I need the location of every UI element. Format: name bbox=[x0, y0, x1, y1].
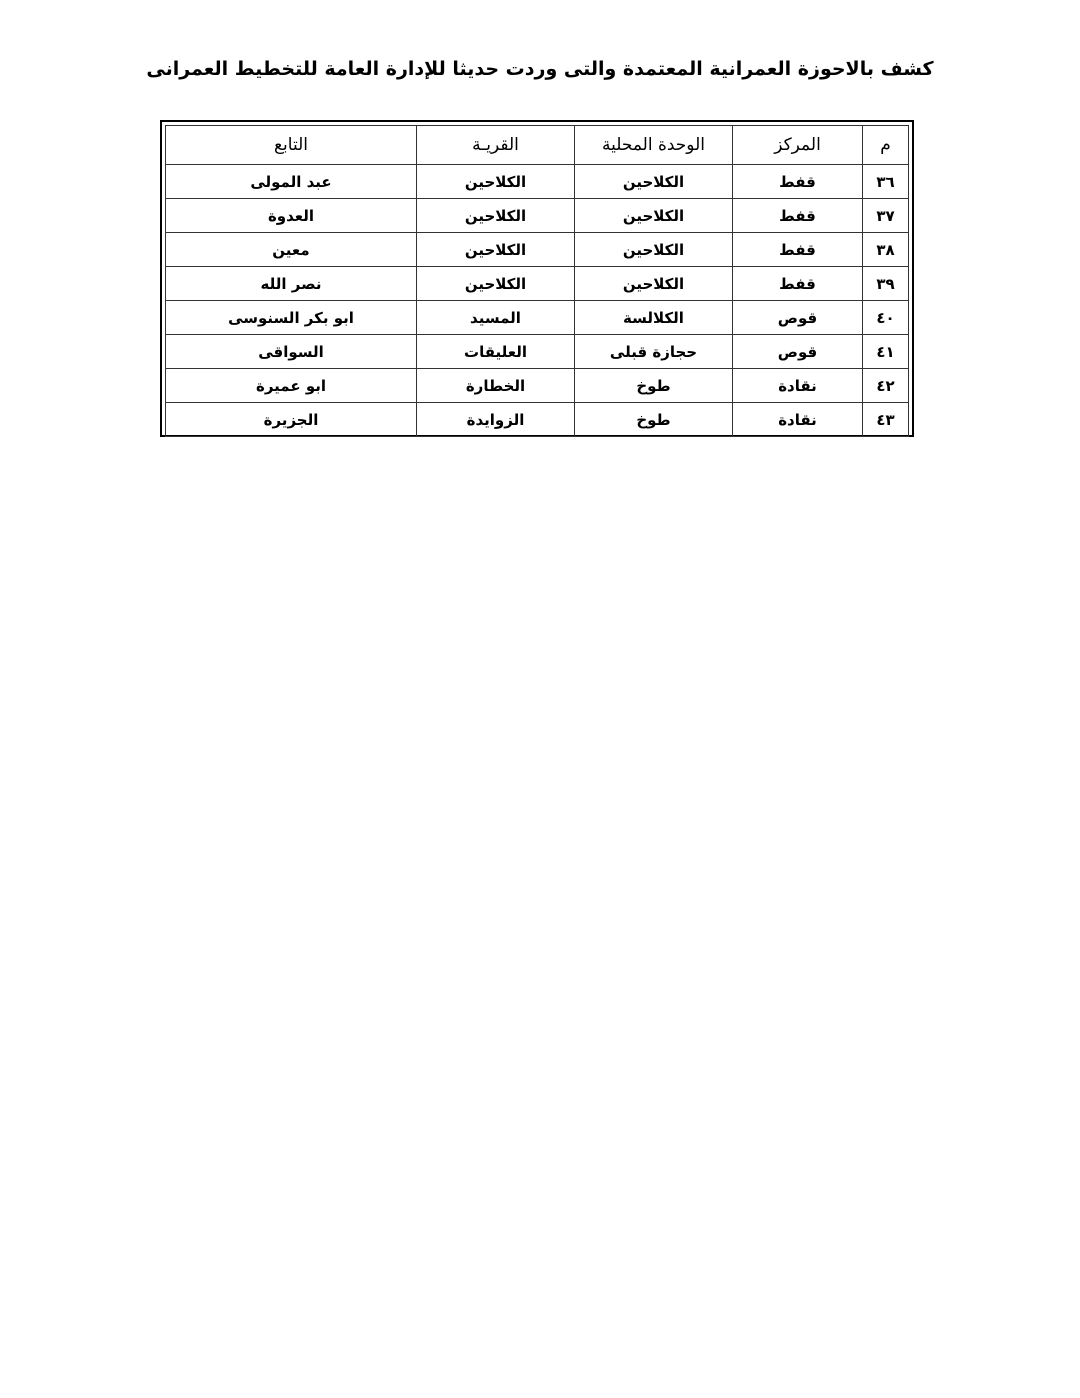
cell-local-unit: الكلاحين bbox=[575, 165, 733, 199]
header-row bbox=[166, 126, 909, 165]
table-row bbox=[166, 301, 909, 335]
cell-village: الكلاحين bbox=[417, 199, 575, 233]
cell-affiliate: السواقى bbox=[166, 335, 417, 369]
cell-center: قفط bbox=[733, 165, 863, 199]
cell-center: نقادة bbox=[733, 403, 863, 437]
cell-local-unit: الكلاحين bbox=[575, 267, 733, 301]
cell-center: قفط bbox=[733, 267, 863, 301]
cell-number: ٣٦ bbox=[863, 165, 909, 199]
table-row bbox=[166, 369, 909, 403]
cell-village: المسيد bbox=[417, 301, 575, 335]
document-title: كشف بالاحوزة العمرانية المعتمدة والتى وردت حديثا للإدارة العامة للتخطيط العمرانى bbox=[146, 58, 934, 80]
cell-number: ٣٨ bbox=[863, 233, 909, 267]
cell-affiliate: نصر الله bbox=[166, 267, 417, 301]
cell-affiliate: ابو بكر السنوسى bbox=[166, 301, 417, 335]
cell-affiliate: عبد المولى bbox=[166, 165, 417, 199]
cell-number: ٤١ bbox=[863, 335, 909, 369]
cell-village: العليقات bbox=[417, 335, 575, 369]
cell-number: ٤٣ bbox=[863, 403, 909, 437]
cell-affiliate: معين bbox=[166, 233, 417, 267]
cell-center: قوص bbox=[733, 301, 863, 335]
table-row bbox=[166, 335, 909, 369]
cell-local-unit: طوخ bbox=[575, 369, 733, 403]
cell-number: ٤٠ bbox=[863, 301, 909, 335]
cell-number: ٣٩ bbox=[863, 267, 909, 301]
cell-local-unit: الكلاحين bbox=[575, 233, 733, 267]
cell-local-unit: الكلاحين bbox=[575, 199, 733, 233]
cell-center: قفط bbox=[733, 199, 863, 233]
cell-village: الكلاحين bbox=[417, 233, 575, 267]
header-village: القريـة bbox=[417, 126, 575, 165]
header-number: م bbox=[863, 126, 909, 165]
table-row bbox=[166, 233, 909, 267]
header-affiliate: التابع bbox=[166, 126, 417, 165]
cell-village: الكلاحين bbox=[417, 165, 575, 199]
cell-village: الخطارة bbox=[417, 369, 575, 403]
cell-affiliate: ابو عميرة bbox=[166, 369, 417, 403]
header-center: المركز bbox=[733, 126, 863, 165]
cell-local-unit: طوخ bbox=[575, 403, 733, 437]
cell-affiliate: الجزيرة bbox=[166, 403, 417, 437]
cell-number: ٤٢ bbox=[863, 369, 909, 403]
cell-center: قوص bbox=[733, 335, 863, 369]
urban-boundaries-table bbox=[165, 125, 909, 437]
cell-local-unit: الكلالسة bbox=[575, 301, 733, 335]
cell-center: نقادة bbox=[733, 369, 863, 403]
cell-village: الكلاحين bbox=[417, 267, 575, 301]
table-frame bbox=[160, 120, 914, 437]
table-row bbox=[166, 165, 909, 199]
table-row bbox=[166, 267, 909, 301]
cell-local-unit: حجازة قبلى bbox=[575, 335, 733, 369]
header-local-unit: الوحدة المحلية bbox=[575, 126, 733, 165]
cell-affiliate: العدوة bbox=[166, 199, 417, 233]
table-header bbox=[166, 126, 909, 165]
table-body bbox=[166, 165, 909, 437]
cell-number: ٣٧ bbox=[863, 199, 909, 233]
table-row bbox=[166, 199, 909, 233]
table-row bbox=[166, 403, 909, 437]
cell-center: قفط bbox=[733, 233, 863, 267]
cell-village: الزوايدة bbox=[417, 403, 575, 437]
